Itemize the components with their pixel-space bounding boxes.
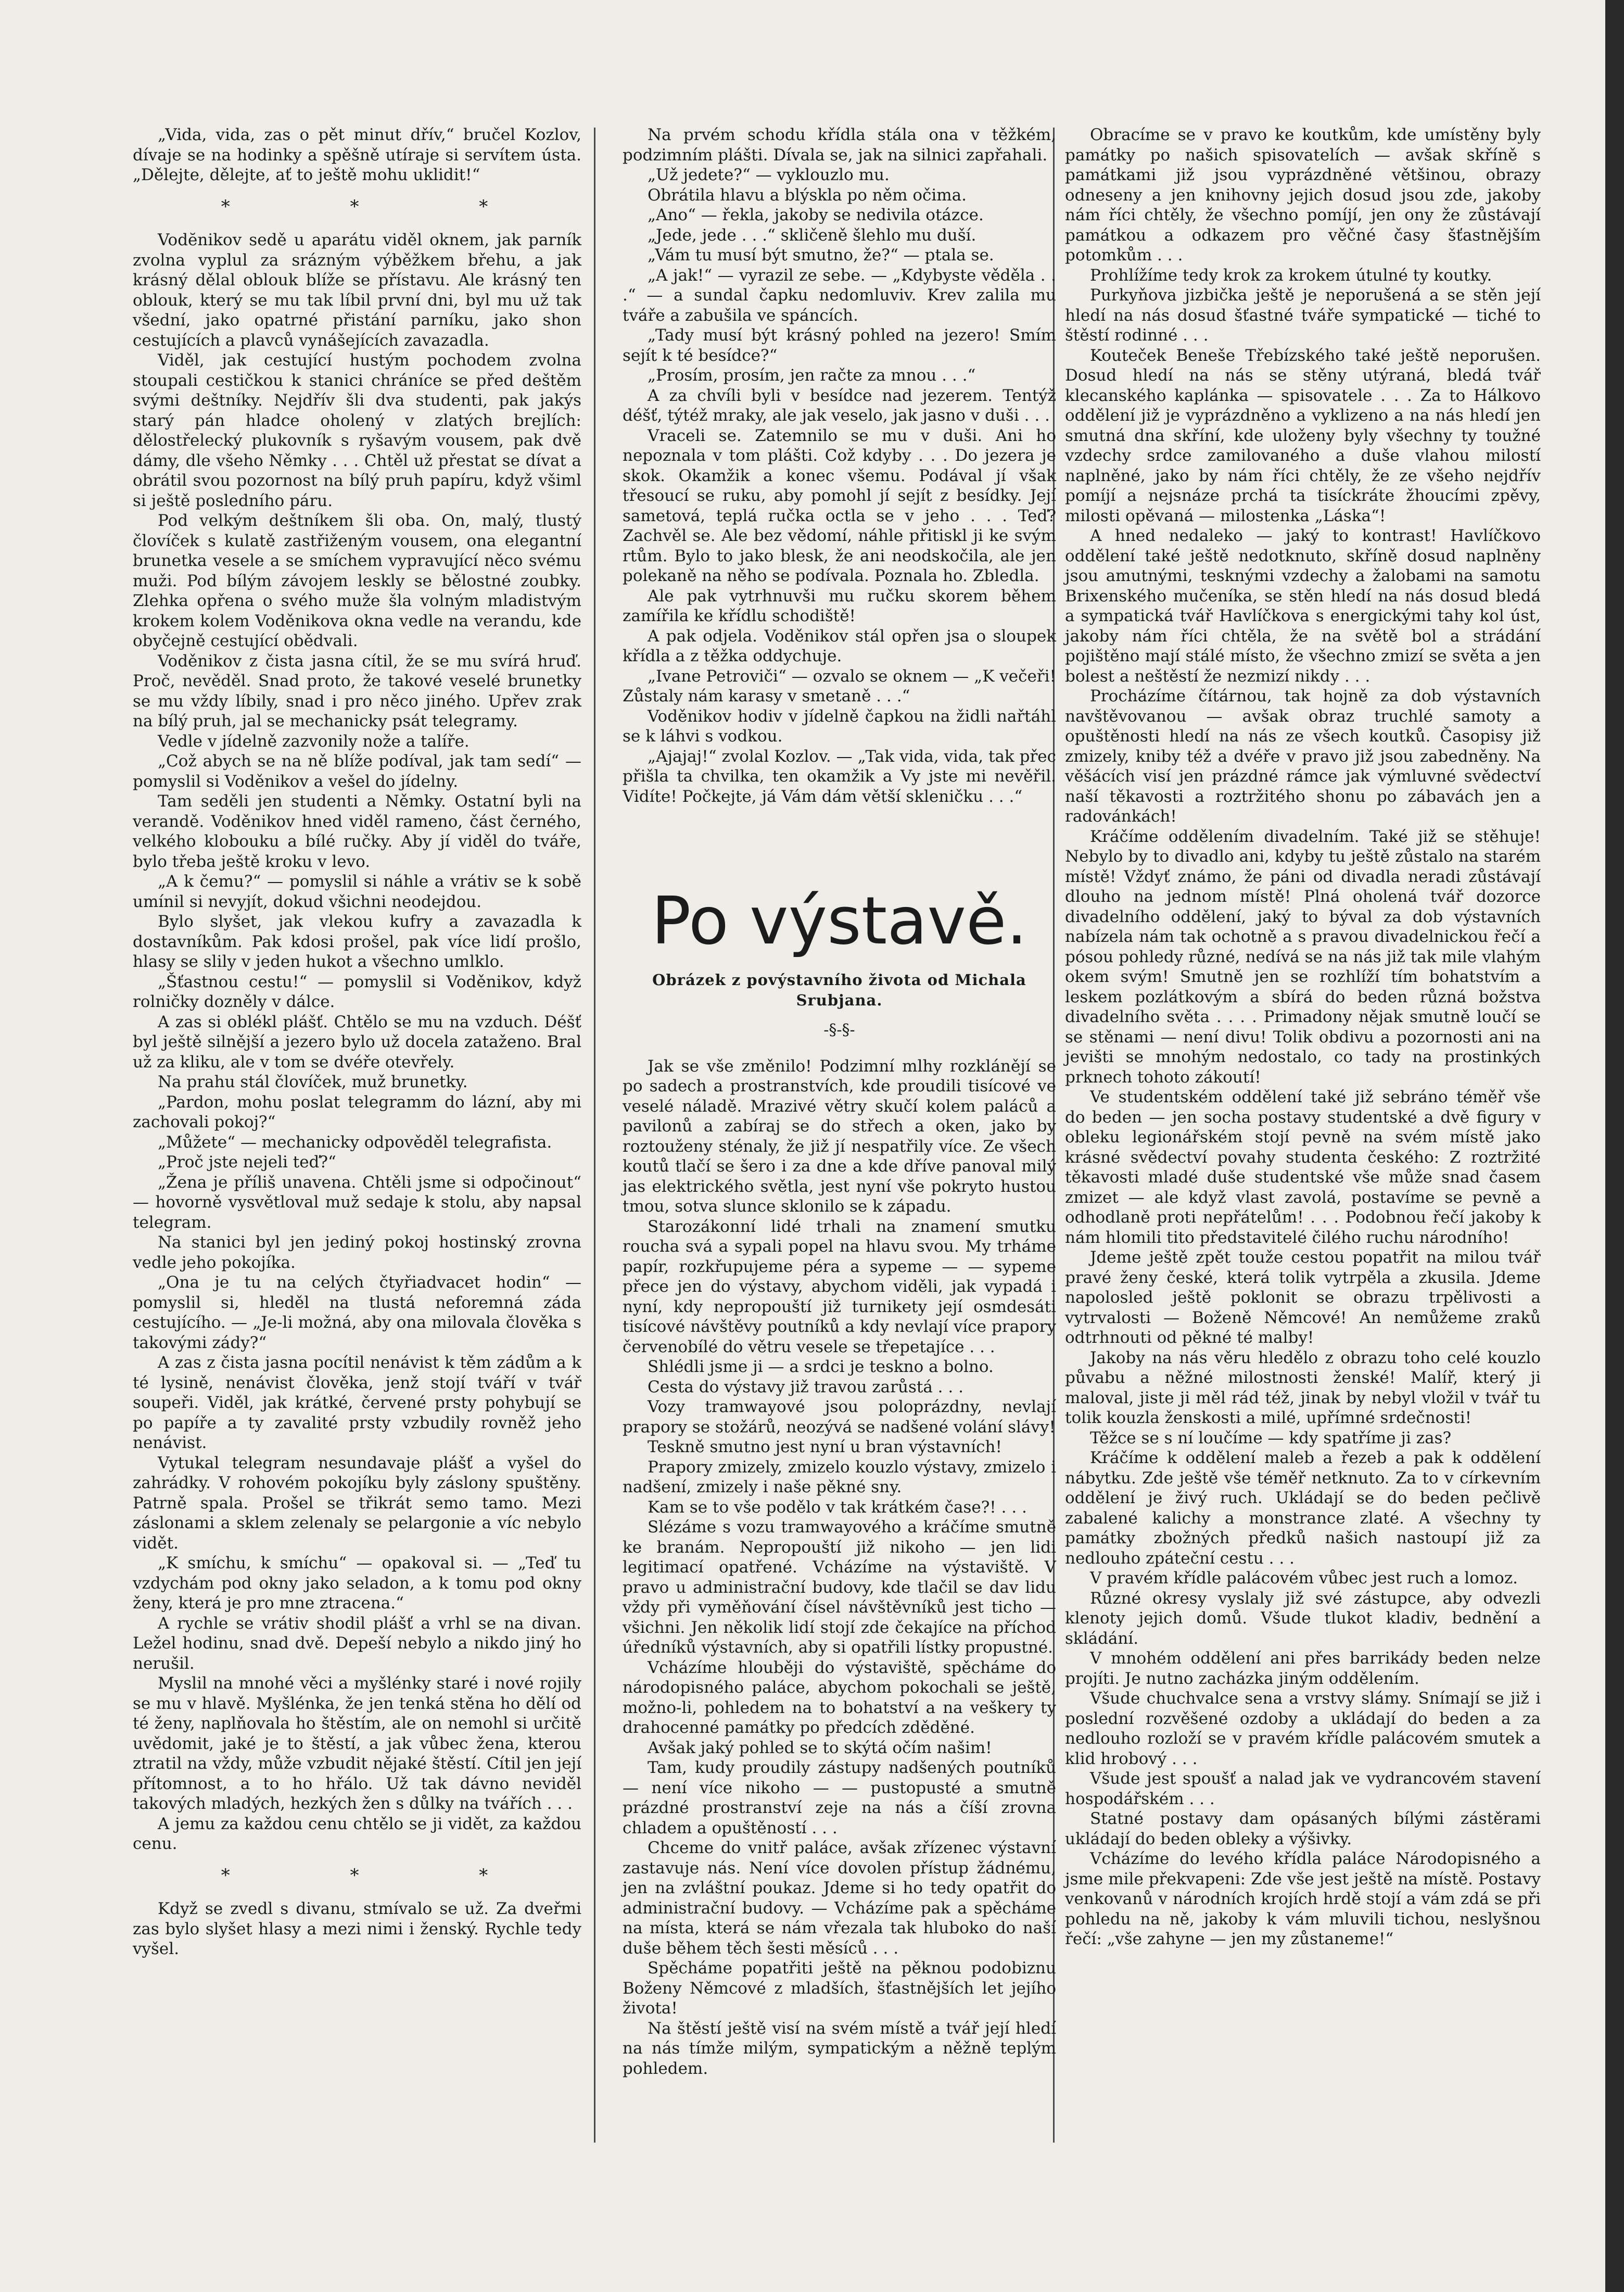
left-column	[133, 125, 581, 1959]
paragraph: Těžce se s ní loučíme — kdy spatříme ji zas?	[1090, 1428, 1452, 1447]
paragraph: „Šťastnou cestu!“ — pomyslil si Voděnikov, když rolničky dozněly v dálce.	[133, 972, 581, 1011]
paragraph: Procházíme čítárnou, tak hojně za dob výstavních navštěvovanou — avšak obraz truchlé samoty a opuštěnosti hledí na nás ze všech koutků. Časopisy již zmizely, kniby též a dvéře v pravo již jsou zabedněny. Na věšácích visí jen prázdné rámce jak výmluvné svědectví naší těkavosti a roztržitého shonu po zábavách jen a radovánkách!	[1065, 687, 1541, 826]
paragraph: Bylo slyšet, jak vlekou kufry a zavazadla k dostavníkům. Pak kdosi prošel, pak více lidí prošlo, hlasy se slily v jeden hukot a všechno umlklo.	[133, 912, 581, 971]
paragraph: Statné postavy dam opásaných bílými zástěrami ukládají do beden obleky a výšivky.	[1065, 1809, 1541, 1848]
paragraph: Shlédli jsme ji — a srdci je teskno a bolno.	[648, 1357, 994, 1376]
paragraph: Vedle v jídelně zazvonily nože a talíře.	[158, 732, 470, 751]
paragraph: Tam, kudy proudily zástupy nadšených poutníků — není více nikoho — — pustopusté a smutně prázdné prostranství zeje na nás a číší zrovna chladem a opuštěností . . .	[623, 1758, 1056, 1837]
paragraph: Vcházíme hlouběji do výstaviště, spěcháme do národopisného paláce, abychom pokochali se ještě, možno-li, pohledem na to bohatství a na veškery ty drahocenné památky po předcích zděděné.	[623, 1658, 1056, 1737]
paragraph: Pod velkým deštníkem šli oba. On, malý, tlustý človíček s kulatě zastřiženým vousem, ona elegantní brunetka vesele a se smíchem vypravující něco svému muži. Pod bílým závojem leskly se bělostné zoubky. Zlehka opřena o svého muže šla volným mladistvým krokem kolem Voděnikova okna vedle na verandu, kde obyčejně cestující obědvali.	[133, 511, 581, 650]
paragraph: A zas z čista jasna pocítil nenávist k těm zádům a k té lysině, nenávist člověka, jenž stojí tváří v tvář soupeři. Viděl, jak krátké, červené prsty pohybují se po papíře a ty zavalité prsty vzbudily rovněž jeho nenávist.	[133, 1353, 581, 1452]
paragraph: „Už jedete?“ — vyklouzlo mu.	[648, 166, 890, 184]
paragraph: „Vám tu musí být smutno, že?“ — ptala se.	[648, 246, 994, 265]
paragraph: A pak odjela. Voděnikov stál opřen jsa o sloupek křídla a z těžka oddychuje.	[623, 626, 1056, 665]
paragraph: Na štěstí ještě visí na svém místě a tvář její hledí na nás tímže milým, sympatickým a něžně teplým pohledem.	[623, 2019, 1056, 2078]
paragraph: Jakoby na nás věru hledělo z obrazu toho celé kouzlo půvabu a něžné milostnosti ženské! Malíř, který ji maloval, jiste ji měl rád též, jinak by nebyl vložil v tvář tu tolik kouzla ženskosti a milé, upřímné srdečnosti!	[1065, 1348, 1541, 1427]
paragraph: Tam seděli jen studenti a Němky. Ostatní byli na verandě. Voděnikov hned viděl rameno, část černého, velkého klobouku a bílé ručky. Aby jí viděl do tváře, bylo třeba ještě kroku v levo.	[133, 792, 581, 871]
paragraph: Vodĕnikov sedě u aparátu viděl oknem, jak parník zvolna vyplul za srázným výběžkem břehu, a jak krásný dělal oblouk blíže se přístavu. Ale krásný ten oblouk, který se mu tak líbil první dni, byl mu už tak všední, jako opatrné přistání parníku, jako shon cestujících a plavců vynášejících zavazadla.	[133, 231, 581, 350]
paragraph: „Ano“ — řekla, jakoby se nedivila otázce.	[648, 206, 984, 224]
paragraph: Různé okresy vyslaly již své zástupce, aby odvezli klenoty jejich domů. Všude tlukot kladiv, bednění a skládání.	[1065, 1589, 1541, 1648]
column-rule	[594, 128, 595, 2143]
paragraph: Teskně smutno jest nyní u bran výstavních!	[648, 1438, 1002, 1456]
paragraph: V pravém křídle palácovém vůbec jest ruch a lomoz.	[1090, 1569, 1518, 1588]
paragraph: Ve studentském oddělení také již sebráno téměř vše do beden — jen socha postavy studentské a dvě figury v obleku legionářském stojí pevně na svém místě jako krásné svědectví povahy studenta českého: Z roztržité těkavosti mladé duše studentské vše může snad časem zmizet — ale když vlast zavolá, postavíme se pevně a odhodlaně proti nepřátelům! . . . Podobnou řečí jakoby k nám hlomili tito představitelé čilého ruchu národního!	[1065, 1088, 1541, 1247]
paragraph: Kráčíme k oddělení maleb a řezeb a pak k oddělení nábytku. Zde ještě vše téměř netknuto. Za to v církevním oddělení je živý ruch. Ukládají se do beden pečlivě zabalené kalichy a monstrance zlaté. A všechny ty památky zbožných předků našich nastoupí již za nedlouho zpáteční cestu . . .	[1065, 1449, 1541, 1568]
paragraph: Voděnikov z čista jasna cítil, že se mu svírá hruď. Proč, nevěděl. Snad proto, že takové veselé brunetky se mu vždy líbily, snad i pro něco jiného. Upřev zrak na bílý pruh, jal se mechanicky psát telegramy.	[133, 651, 581, 731]
paragraph: Na prahu stál človíček, muž brunetky.	[158, 1073, 468, 1091]
paragraph: „Pardon, mohu poslat telegramm do lázní, aby mi zachovali pokoj?“	[133, 1092, 581, 1131]
paragraph: Všude chuchvalce sena a vrstvy slámy. Snímají se již i poslední rozvěšené ozdoby a ukládají do beden a za nedlouho rozloží se v pravém křídle palácovém smutek a klid hrobový . . .	[1065, 1689, 1541, 1768]
article-subtitle: Obrázek z povýstavního života od Michala Srubjana.	[652, 971, 1026, 1009]
paragraph: Obrátila hlavu a blýskla po něm očima.	[648, 185, 967, 205]
right-column	[1065, 125, 1541, 1949]
paragraph: Jdeme ještě zpět touže cestou popatřit na milou tvář pravé ženy české, která tolik vytrpěla a zkusila. Jdeme napolosled ještě poklonit se obrazu trpělivosti a vytrvalosti — Boženě Němcové! An nemůžeme zraků odtrhnouti od pěkné té malby!	[1065, 1248, 1541, 1347]
page-binding-edge	[1605, 0, 1624, 2292]
paragraph: Myslil na mnohé věci a myšlénky staré i nové rojily se mu v hlavě. Myšlénka, že jen tenká stěna ho dělí od té ženy, naplňovala ho štěstím, ale on nemohl si určitě uvědomit, jaké je to štěstí, a jak vůbec žena, kterou ztratil na vždy, může vzbudit nějaké štěstí. Cítil jen její přítomnost, a to ho hřálo. Už tak dávno neviděl takových mladých, hezkých žen s důlky na tvářích . . .	[133, 1674, 581, 1813]
paragraph: „Ivane Petroviči“ — ozvalo se oknem — „K večeři! Zůstaly nám karasy v smetaně . . .“	[623, 666, 1056, 706]
section-separator: * * *	[221, 1865, 545, 1886]
paragraph: Avšak jaký pohled se to skýtá očím našim!	[648, 1738, 992, 1757]
paragraph: „Vida, vida, zas o pět minut dřív,“ bručel Kozlov, dívaje se na hodinky a spěšně utíraje si servítem ústa. „Dělejte, dělejte, ať to ještě mohu uklidit!“	[133, 125, 581, 184]
paragraph: Jak se vše změnilo! Podzimní mlhy rozklánějí se po sadech a prostranstvích, kde proudili tisícové ve veselé náladě. Mrazivé větry skučí kolem paláců a pavilonů a zabíraj se do střech a oken, jako by roztouženy sténaly, že již jí nespatřily více. Ze všech koutů tlačí se šero i za dne a kde dříve panoval milý jas elektrického světla, jest nyní vše pokryto hustou tmou, sotva slunce sklonilo se k západu.	[623, 1056, 1056, 1216]
paragraph: „Prosím, prosím, jen račte za mnou . . .“	[648, 366, 976, 385]
paragraph: Obracíme se v pravo ke koutkům, kde umístěny byly památky po našich spisovatelích — avšak skříně s památkami již jsou vyprázdněné většinou, obrazy odneseny a jen knihovny jejich dosud jsou zde, jakoby nám říci chtěly, že všechno pomíjí, jen ony že zůstávají památkou a odkazem pro věčné časy šťastnějším potomkům . . .	[1065, 125, 1541, 265]
paragraph: A jemu za každou cenu chtělo se ji vidět, za každou cenu.	[133, 1814, 581, 1853]
paragraph: Prapory zmizely, zmizelo kouzlo výstavy, zmizelo i nadšení, zmizely i naše pěkné sny.	[623, 1457, 1056, 1496]
paragraph: Purkyňova jizbička ještě je neporušená a se stěn její hledí na nás dosud šťastné tváře sympatické — tiché to štěstí rodinné . . .	[1065, 286, 1541, 345]
paragraph: Prohlížíme tedy krok za krokem útulné ty koutky.	[1090, 266, 1492, 285]
paragraph: Na prvém schodu křídla stála ona v těžkém, podzimním plášti. Dívala se, jak na silnici zapřahali.	[623, 125, 1056, 165]
paragraph: Viděl, jak cestující hustým pochodem zvolna stoupali cestičkou k stanici chráníce se před deštěm svými deštníky. Nejdřív šli dva studenti, pak jakýs starý pán hladce oholený v zlatých brejlích: dělostřelecký plukovník s ryšavým vousem, pak dvě dámy, dle všeho Němky . . . Chtěl už přestat se dívat a obrátil svou pozornost na bílý pruh papíru, když všiml si ještě posledního páru.	[133, 351, 581, 510]
paragraph: Kráčíme oddělením divadelním. Také již se stěhuje! Nebylo by to divadlo ani, kdyby tu ještě zůstalo na starém místě! Vždyť známo, že páni od divadla neradi zůstávají dlouho na jednom místě! Plná oholená tvář dozorce divadelního oddělení, jaký to býval za dob výstavních nabízela nám tak ochotně a s pravou divadelnickou řečí a pósou pohledy různé, nedívá se na nás již tak mile vlahým okem svým! Smutně jen se rozhlíží tím bohatstvím a leskem pozlátkovým a sbírá do beden různá božstva divadelního světa . . . . Primadony nějak smutně loučí se se stěnami — není divu! Tolik obdivu a pozornosti ani na jevišti se mnohým nedostalo, co tady na prostinkých prknech tohoto zákoutí!	[1065, 827, 1541, 1087]
middle-column	[623, 125, 1056, 2079]
paragraph: A rychle se vrátiv shodil plášť a vrhl se na divan. Ležel hodinu, snad dvě. Depeší nebylo a nikdo jiný ho nerušil.	[133, 1614, 581, 1673]
paragraph: Kam se to vše podělo v tak krátkém čase?! . . .	[648, 1497, 1027, 1517]
paragraph: Když se zvedl s divanu, stmívalo se už. Za dveřmi zas bylo slyšet hlasy a mezi nimi i ženský. Rychle tedy vyšel.	[133, 1899, 581, 1958]
paragraph: „Tady musí být krásný pohled na jezero! Smím sejít k té besídce?“	[623, 326, 1056, 365]
paragraph: „Což abych se na ně blíže podíval, jak tam sedí“ — pomyslil si Voděnikov a vešel do jídelny.	[133, 752, 581, 791]
paragraph: „A jak!“ — vyrazil ze sebe. — „Kdybyste věděla . . .“ — a sundal čapku nedomluviv. Krev zalila mu tváře a zabušila ve spáncích.	[623, 266, 1056, 325]
paragraph: „Jede, jede . . .“ skličeně šlehlo mu duší.	[648, 225, 976, 245]
paragraph: Kouteček Beneše Třebízského také ještě neporušen. Dosud hledí na nás se stěny utýraná, bledá tvář klecanského kaplánka — spisovatele . . . Za to Hálkovo oddělení již je vyprázdněno a vyklizeno a na nás hledí jen smutná dna skříní, kde uloženy byly všechny ty toužné vzdechy srdce zamilovaného a duše vlahou milostí naplněné, jako by nám říci chtěly, že ze všeho nejdřív pomíjí a nejsnáze prchá ta tisíckráte žhoucími zpěvy, milosti opěvaná — milostenka „Láska“!	[1065, 346, 1541, 525]
paragraph: Slézáme s vozu tramwayového a kráčíme smutně ke branám. Nepropouští již nikoho — jen lidi legitimací opatřené. Vcházíme na výstaviště. V pravo u administrační budovy, kde tlačil se dav lidu vždy při vyměňování čísel návštěvníků jest ticho — všichni. Jen několik lidí stojí zde čekajíce na příchod úředníků výstavních, aby si opatřili lístky propustné.	[623, 1518, 1056, 1657]
paragraph: Vozy tramwayové jsou poloprázdny, nevlají prapory se stožárů, neozývá se nadšené volání slávy!	[623, 1397, 1056, 1437]
paragraph: Chceme do vnitř paláce, avšak zřízenec výstavní zastavuje nás. Není více dovolen přístup žádnému, jen na zvláštní poukaz. Jdeme si ho tedy opatřit do administrační budovy. — Vcházíme pak a spěcháme na místa, která se nám vřezala tak hluboko do naší duše během těch šesti měsíců . . .	[623, 1838, 1056, 1958]
paragraph: „Ajajaj!“ zvolal Kozlov. — „Tak vida, vida, tak přec přišla ta chvilka, ten okamžik a Vy jste mi nevěřil. Vidíte! Počkejte, já Vám dám větší skleničku . . .“	[623, 747, 1056, 806]
paragraph: Všude jest spoušť a nalad jak ve vydrancovém stavení hospodářském . . .	[1065, 1769, 1541, 1808]
paragraph: „A k čemu?“ — pomyslil si náhle a vrátiv se k sobě umínil si nevyjít, dokud všichni neodejdou.	[133, 872, 581, 911]
paragraph: „Žena je příliš unavena. Chtěli jsme si odpočinout“ — hovorně vysvětloval muž sedaje k stolu, aby napsal telegram.	[133, 1173, 581, 1232]
paragraph: V mnohém oddělení ani přes barrikády beden nelze projíti. Je nutno zacházka jiným oddělením.	[1065, 1649, 1541, 1688]
paragraph: A hned nedaleko — jaký to kontrast! Havlíčkovo oddělení také ještě nedotknuto, skříně dosud naplněny jsou amutnými, tesknými vzdechy a žalobami na samotu Brixenského mučeníka, se stěn hledí na nás dosud bledá a sympatická tvář Havlíčkova s energickými tahy kol úst, jakoby nám říci chtěla, že na světě bol a strádání pojištěno mají stálé místo, že všechno zmizí se světa a jen bolest a neštěstí že nezmizí nikdy . . .	[1065, 526, 1541, 686]
ornament-divider: -§-§-	[823, 1021, 855, 1039]
paragraph: Vcházíme do levého křídla paláce Národopisného a jsme mile překvapeni: Zde vše jest ještě na místě. Postavy venkovanů v národních krojích hrdě stojí a vám zdá se při pohledu na ně, jakoby k vám mluvili tichou, neslyšnou řečí: „vše zahyne — jen my zůstaneme!“	[1065, 1849, 1541, 1948]
paragraph: Ale pak vytrhnuvši mu ručku skorem během zamířila ke křídlu schodiště!	[623, 586, 1056, 625]
article-title: Po výstavě.	[651, 883, 1027, 959]
paragraph: „Ona je tu na celých čtyřiadvacet hodin“ — pomyslil si, hleděl na tlustá neforemná záda cestujícího. — „Je-li možná, aby ona milovala člověka s takovými zády?“	[133, 1273, 581, 1352]
paragraph: Na stanici byl jen jediný pokoj hostinský zrovna vedle jeho pokojíka.	[133, 1233, 581, 1272]
paragraph: Voděnikov hodiv v jídelně čapkou na židli nařtáhl se k láhvi s vodkou.	[623, 707, 1056, 746]
paragraph: „Proč jste nejeli teď?“	[158, 1153, 336, 1172]
paragraph: „K smíchu, k smíchu“ — opakoval si. — „Teď tu vzdychám pod okny jako seladon, a k tomu pod okny ženy, která je pro mne ztracena.“	[133, 1554, 581, 1613]
paragraph: Cesta do výstavy již travou zarůstá . . .	[648, 1377, 963, 1396]
paragraph: „Můžete“ — mechanicky odpověděl telegrafista.	[158, 1132, 552, 1152]
paragraph: Spěcháme popatřiti ještě na pěknou podobiznu Boženy Němcové z mladších, šťastnějších let jejího života!	[623, 1959, 1056, 2018]
paragraph: A zas si oblékl plášť. Chtělo se mu na vzduch. Déšť byl ještě silnější a jezero bylo už docela zataženo. Bral už za kliku, ale v tom se dvéře otevřely.	[133, 1012, 581, 1072]
paragraph: Starozákonní lidé trhali na znamení smutku roucha svá a sypali popel na hlavu svou. My trháme papír, rozkřupujeme péra a sypeme — — sypeme přece jen do výstavy, abychom viděli, jak vypadá i nyní, kdy nepropouští již turnikety její osmdesáti tisícové návštěvy poutníků a kdy nevlají více prapory červenobílé do větru vesele se třepetajíce . . .	[623, 1217, 1056, 1356]
section-separator: * * *	[221, 196, 545, 217]
paragraph: A za chvíli byli v besídce nad jezerem. Tentýž déšť, týtéž mraky, ale jak veselo, jak jasno v duši . . .	[623, 386, 1056, 425]
paragraph: Vraceli se. Zatemnilo se mu v duši. Ani ho nepoznala v tom plášti. Což kdyby . . . Do jezera je skok. Okamžik a konec všemu. Podával jí však třesoucí se ruku, aby pomohl jí sejít z besídky. Její sametová, teplá ručka octla se v jeho . . . Teď? Zachvěl se. Ale bez vědomí, náhle přitiskl ji ke svým rtům. Bylo to jako blesk, že ani neodskočila, ale jen polekaně na něho se podívala. Poznala ho. Zbledla.	[623, 426, 1056, 585]
paragraph: Vytukal telegram nesundavaje plášť a vyšel do zahrádky. V rohovém pokojíku byly záslony spuštěny. Patrně spala. Prošel se třikrát semo tamo. Mezi záslonami a sklem zelenaly se pelargonie a víc nebylo vidět.	[133, 1453, 581, 1553]
